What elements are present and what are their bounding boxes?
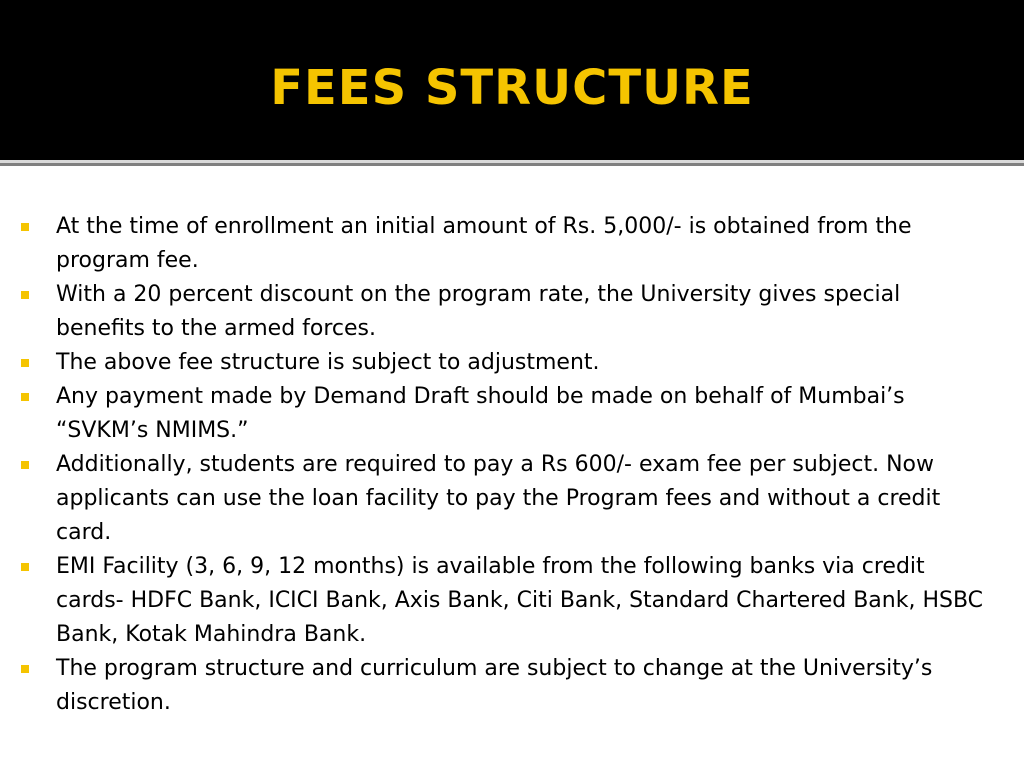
bullet-item [16,346,991,380]
bullet-item [16,210,991,278]
slide-title: FEES STRUCTURE [270,60,754,116]
bullet-text: The program structure and curriculum are subject to change at the University’s discretion. [56,656,933,715]
bullet-text: Any payment made by Demand Draft should be made on behalf of Mumbai’s “SVKM’s NMIMS.” [56,384,905,443]
square-bullet-icon [21,665,29,673]
bullet-item [16,278,991,346]
title-band [0,0,1024,160]
bullet-item [16,550,991,652]
bullet-text: With a 20 percent discount on the program rate, the University gives special benefits to the armed forces. [56,282,901,341]
square-bullet-icon [21,563,29,571]
bullet-text: EMI Facility (3, 6, 9, 12 months) is available from the following banks via credit cards- HDFC Bank, ICICI Bank, Axis Bank, Citi Bank, Standard Chartered Bank, HSBC Bank, Kotak Mahindra Bank. [56,554,984,647]
bullet-list [16,210,991,720]
bullet-item [16,448,991,550]
content-area [0,166,1024,768]
square-bullet-icon [21,291,29,299]
square-bullet-icon [21,359,29,367]
bullet-item [16,652,991,720]
bullet-item [16,380,991,448]
bullet-text: At the time of enrollment an initial amount of Rs. 5,000/- is obtained from the program fee. [56,214,912,273]
square-bullet-icon [21,223,29,231]
bullet-text: Additionally, students are required to pay a Rs 600/- exam fee per subject. Now applicants can use the loan facility to pay the Program fees and without a credit card. [56,452,941,545]
square-bullet-icon [21,461,29,469]
square-bullet-icon [21,393,29,401]
bullet-text: The above fee structure is subject to adjustment. [56,350,600,375]
